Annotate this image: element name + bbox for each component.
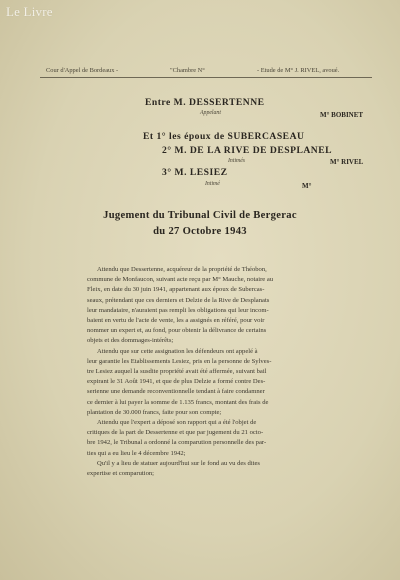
body-line: plantation de 30.000 francs, faite pour son compte; (87, 408, 222, 416)
body-line: tre Lesiez auquel la susdite propriété avait été affermée, suivant bail (87, 368, 267, 376)
body-line: leur mandataire, n'auraient pas rempli les obligations qui leur incom- (87, 306, 269, 314)
body-line: Fleix, en date du 30 juin 1941, appartenant aux époux de Subercas- (87, 286, 265, 294)
body-line: Attendu que sur cette assignation les défendeurs ont appelé à (97, 347, 258, 355)
body-paragraph-1 (87, 265, 377, 479)
body-line: objets et des dommages-intérêts; (87, 337, 174, 345)
party-respondent-3-counsel: M° (302, 182, 312, 190)
party-respondents-counsel: M° RIVEL (330, 158, 364, 166)
body-line: Attendu que l'expert a déposé son rapport qui a été l'objet de (97, 419, 257, 427)
header-divider (40, 77, 372, 78)
body-line: ce dernier à lui payer la somme de 1.135 francs, montant des frais de (87, 398, 269, 406)
office-label: - Etude de M° J. RIVEL, avoué. (257, 67, 340, 74)
party-respondent-2: 2° M. DE LA RIVE DE DESPLANEL (162, 145, 332, 156)
body-line: leur garantie les Etablissements Lesiez, pris en la personne de Sylves- (87, 357, 272, 365)
party-appellant-role: Appelant (200, 110, 221, 116)
body-line: expirant le 31 Août 1941, et que de plus Delzie a formé contre Des- (87, 378, 266, 386)
judgment-title-line-2: du 27 Octobre 1943 (153, 226, 247, 237)
party-respondent-3: 3° M. LESIEZ (162, 167, 228, 178)
party-appellant-counsel: M° BOBINET (320, 111, 364, 119)
judgment-title-line-1: Jugement du Tribunal Civil de Bergerac (103, 210, 297, 221)
body-line: Qu'il y a lieu de statuer aujourd'hui sur le fond au vu des dites (97, 459, 260, 467)
party-respondents-role: Intimés (228, 158, 246, 164)
court-label: Cour d'Appel de Bordeaux - (46, 67, 119, 74)
body-line: seaux, prétendant que ces derniers et Delzie de la Rive de Desplanats (87, 296, 270, 304)
body-line: commune de Monfaucon, suivant acte reçu par M° Mauche, notaire au (87, 276, 274, 284)
body-line: ties qui a eu lieu le 4 décembre 1942; (87, 449, 186, 457)
party-appellant: Entre M. DESSERTENNE (145, 97, 265, 108)
watermark-logo: Le Livre (6, 4, 53, 19)
party-respondent-3-role: Intimé (205, 181, 220, 187)
body-line: nommer un expert et, au fond, pour obtenir la délivrance de certains (87, 327, 267, 335)
party-respondent-1: Et 1° les époux de SUBERCASEAU (143, 131, 305, 142)
body-line: expertise et comparution; (87, 470, 155, 478)
body-line: critiques de la part de Dessertenne et que par jugement du 21 octo- (87, 429, 264, 437)
body-line: serienne une demande reconventionnelle tendant à faire condamner (87, 388, 265, 396)
body-line: Attendu que Dessertenne, acquéreur de la propriété de Théobon, (97, 266, 267, 273)
chamber-label: "Chambre N° (170, 67, 205, 74)
body-line: baient en vertu de l'acte de vente, les a assignés en référé, pour voir (87, 317, 265, 325)
body-line: bre 1942, le Tribunal a ordonné la comparution personnelle des par- (87, 439, 267, 447)
